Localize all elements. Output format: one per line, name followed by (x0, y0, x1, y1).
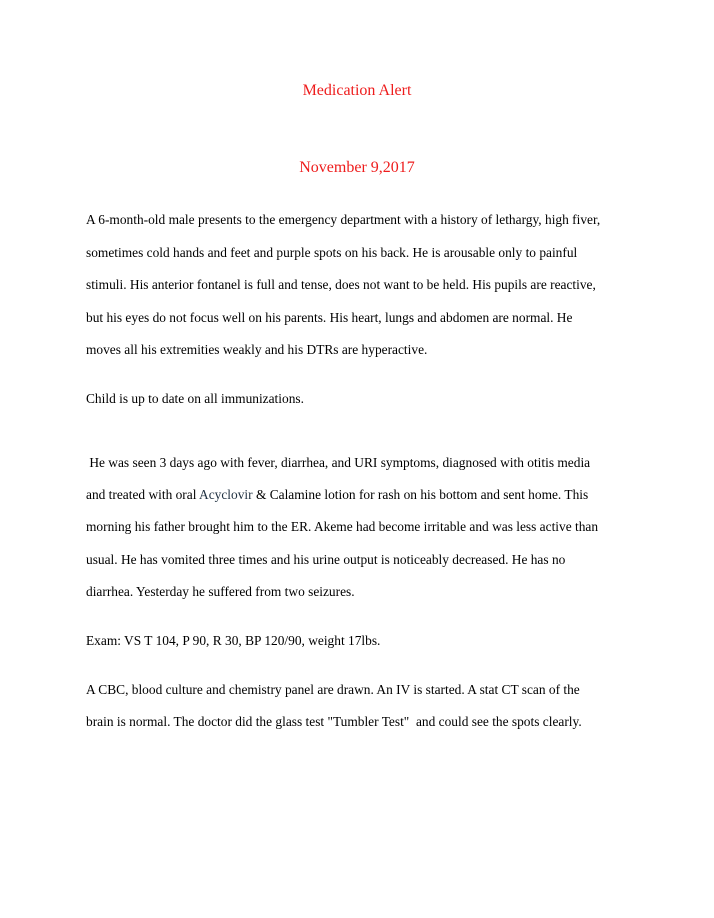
text-line (86, 487, 588, 503)
text-line: A CBC, blood culture and chemistry panel are drawn. An IV is started. A stat CT scan of the (86, 682, 580, 697)
document-date: November 9,2017 (299, 159, 415, 176)
paragraph-exam: Exam: VS T 104, P 90, R 30, BP 120/90, weight 17lbs. (86, 633, 381, 648)
text-line: usual. He has vomited three times and his urine output is noticeably decreased. He has no (86, 552, 566, 567)
text-line: diarrhea. Yesterday he suffered from two seizures. (86, 584, 355, 599)
text-line: but his eyes do not focus well on his parents. His heart, lungs and abdomen are normal. He (86, 310, 573, 325)
drug-name: Acyclovir (199, 487, 253, 502)
text-line: He was seen 3 days ago with fever, diarrhea, and URI symptoms, diagnosed with otitis media (86, 455, 591, 470)
text-line: brain is normal. The doctor did the glass test "Tumbler Test" and could see the spots clearly. (86, 714, 582, 729)
paragraph-immunizations: Child is up to date on all immunizations. (86, 391, 304, 406)
text-line: sometimes cold hands and feet and purple spots on his back. He is arousable only to painful (86, 245, 578, 260)
text-segment: & Calamine lotion for rash on his bottom and sent home. This (252, 487, 589, 502)
text-line: stimuli. His anterior fontanel is full and tense, does not want to be held. His pupils are reactive, (86, 277, 596, 292)
text-line: morning his father brought him to the ER. Akeme had become irritable and was less active than (86, 519, 599, 534)
text-segment: and treated with oral (86, 487, 200, 502)
document-title: Medication Alert (302, 82, 412, 99)
text-line: A 6-month-old male presents to the emergency department with a history of lethargy, high fiver, (86, 212, 601, 227)
text-line: moves all his extremities weakly and his DTRs are hyperactive. (86, 342, 428, 357)
